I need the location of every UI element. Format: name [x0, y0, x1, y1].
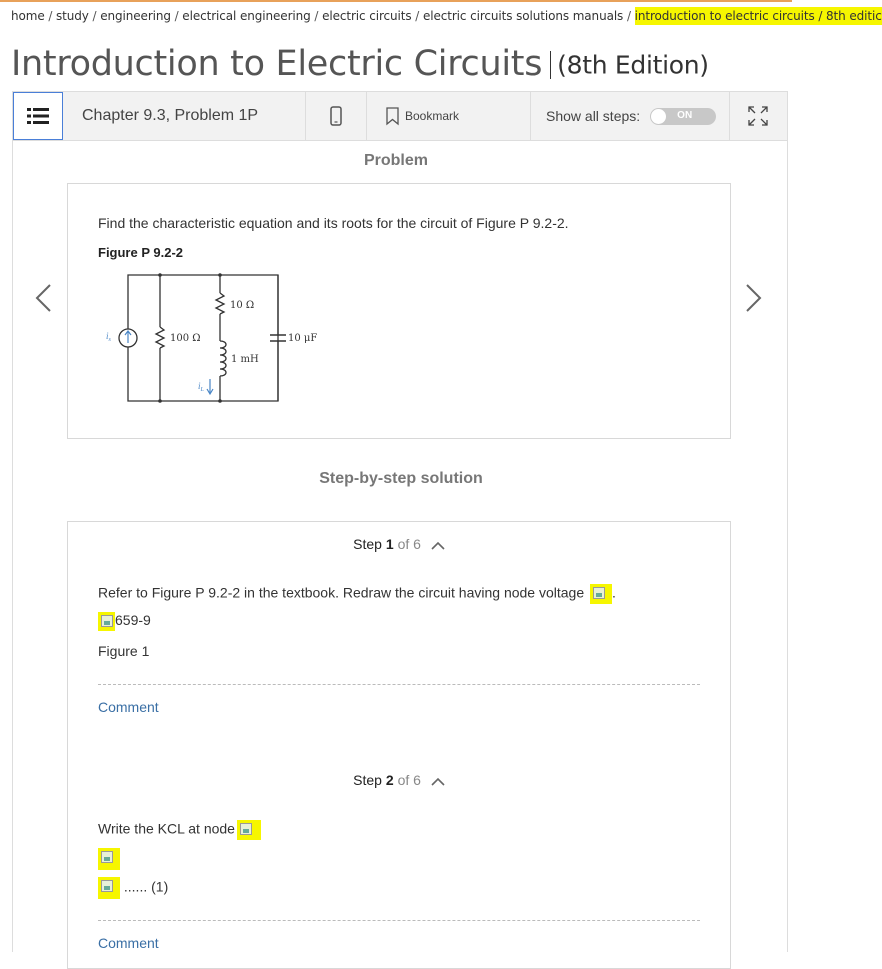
phone-icon	[330, 106, 342, 126]
chevron-up-icon[interactable]	[431, 777, 445, 786]
kcl-equation-image-1	[98, 848, 120, 870]
step-2-text	[98, 820, 261, 840]
step-1-figure	[98, 612, 151, 631]
breadcrumb-current-book: introduction to electric circuits / 8th editic	[634, 9, 882, 23]
step-1-sentence: Refer to Figure P 9.2-2 in the textbook. Redraw the circuit having node voltage	[98, 584, 585, 601]
breadcrumb-electrical-engineering[interactable]: electrical engineering	[182, 9, 311, 23]
node-image	[237, 820, 261, 840]
step-word: Step	[353, 536, 382, 552]
chevron-up-icon[interactable]	[431, 541, 445, 550]
r2-label: 10 Ω	[230, 300, 255, 311]
problem-box	[67, 183, 731, 439]
equation-number: ...... (1)	[123, 878, 169, 895]
figure-image	[98, 612, 115, 631]
fullscreen-button[interactable]	[730, 92, 786, 140]
breadcrumb-separator: /	[314, 9, 323, 23]
broken-image-icon	[240, 823, 252, 835]
source-label: i	[106, 331, 109, 341]
breadcrumb-engineering[interactable]: engineering	[100, 9, 171, 23]
breadcrumb	[11, 9, 882, 23]
inductor-current-label: i	[198, 381, 201, 391]
step-number: 2	[385, 772, 394, 788]
previous-problem-arrow-icon[interactable]	[34, 283, 54, 313]
bookmark-button[interactable]	[366, 92, 531, 140]
svg-text:is	[106, 331, 112, 343]
broken-image-icon	[101, 615, 113, 627]
r1-label: 100 Ω	[170, 333, 201, 344]
figure-image-alt: 659-9	[115, 612, 151, 629]
step-1-comment-link[interactable]: Comment	[98, 699, 159, 715]
step-2-sentence: Write the KCL at node	[98, 820, 235, 837]
step-of-total: of 6	[397, 536, 421, 552]
problem-heading: Problem	[363, 152, 428, 169]
toggle-state-label: ON	[677, 109, 693, 121]
step-2-header[interactable]	[68, 772, 730, 788]
page-title	[11, 44, 709, 84]
book-title: Introduction to Electric Circuits	[11, 44, 543, 84]
solution-toolbar	[12, 91, 788, 141]
step-2-box	[67, 758, 731, 969]
book-edition: (8th Edition)	[557, 50, 709, 80]
step-1-text: Refer to Figure P 9.2-2 in the textbook. Redraw the circuit having node voltage .	[98, 584, 616, 604]
breadcrumb-separator: /	[174, 9, 183, 23]
figure-caption: Figure 1	[98, 643, 150, 659]
list-icon	[27, 107, 49, 125]
chapter-problem-label: Chapter 9.3, Problem 1P	[63, 92, 306, 140]
breadcrumb-solutions-manuals[interactable]: electric circuits solutions manuals	[422, 9, 624, 23]
step-2-comment-link[interactable]: Comment	[98, 935, 159, 951]
toggle-knob	[651, 109, 666, 124]
next-problem-arrow-icon[interactable]	[743, 283, 763, 313]
title-divider	[550, 51, 551, 79]
show-all-steps-control	[531, 92, 730, 140]
step-number: 1	[385, 536, 394, 552]
mobile-view-button[interactable]	[306, 92, 367, 140]
circuit-figure	[102, 269, 318, 409]
kcl-equation-line	[98, 877, 168, 899]
node-voltage-image	[590, 584, 612, 604]
breadcrumb-separator: /	[48, 9, 57, 23]
problem-text: Find the characteristic equation and its roots for the circuit of Figure P 9.2-2.	[98, 215, 569, 231]
step-divider	[98, 684, 700, 685]
show-all-steps-toggle[interactable]	[650, 108, 716, 125]
table-of-contents-button[interactable]	[13, 92, 63, 140]
step-1-header[interactable]	[68, 536, 730, 552]
broken-image-icon	[101, 880, 113, 892]
breadcrumb-separator: /	[626, 9, 635, 23]
solution-heading: Step-by-step solution	[319, 470, 483, 487]
inductor-current-sub: L	[200, 387, 204, 393]
expand-icon	[747, 105, 769, 127]
step-1-box	[67, 521, 731, 759]
svg-text:iL	[198, 381, 205, 393]
step-word: Step	[353, 772, 382, 788]
equation-image	[98, 848, 120, 870]
breadcrumb-study[interactable]: study	[56, 9, 89, 23]
bookmark-label: Bookmark	[405, 109, 460, 123]
inductor-label: 1 mH	[231, 354, 259, 365]
breadcrumb-home[interactable]: home	[11, 9, 45, 23]
breadcrumb-separator: /	[92, 9, 101, 23]
source-label-sub: s	[108, 337, 111, 343]
breadcrumb-separator: /	[415, 9, 423, 23]
show-all-steps-label: Show all steps:	[546, 108, 641, 124]
top-accent-line	[0, 0, 792, 2]
step-of-total: of 6	[397, 772, 421, 788]
broken-image-icon	[101, 851, 113, 863]
equation-image	[98, 877, 120, 899]
step-divider	[98, 920, 700, 921]
figure-label: Figure P 9.2-2	[98, 245, 184, 260]
capacitor-label: 10 μF	[288, 333, 318, 344]
breadcrumb-electric-circuits[interactable]: electric circuits	[322, 9, 412, 23]
broken-image-icon	[593, 587, 605, 599]
bookmark-icon	[386, 107, 399, 125]
